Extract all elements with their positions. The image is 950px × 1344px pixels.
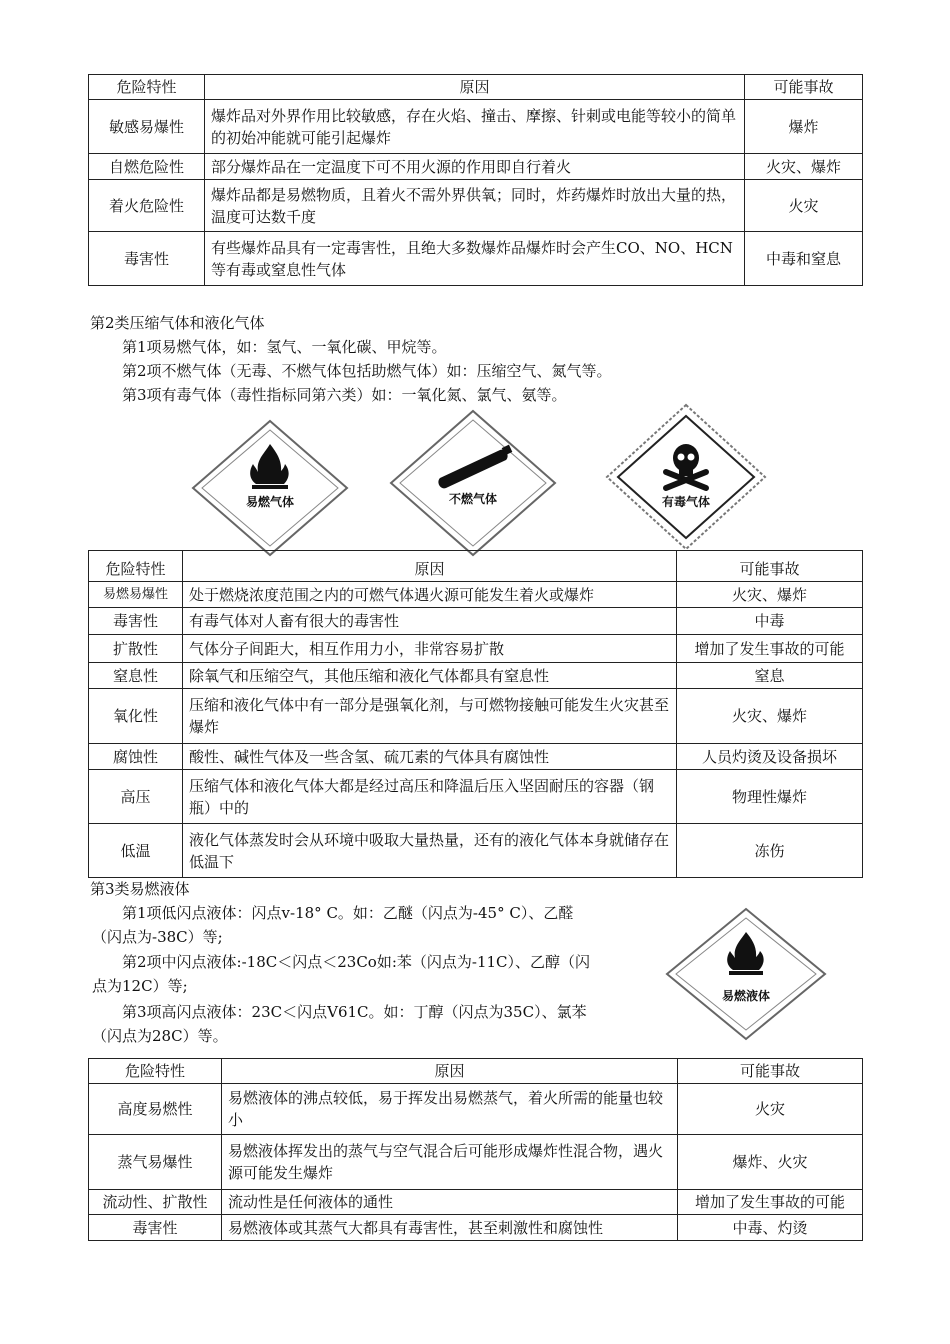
class3-line-2: （闪点为-38C）等; xyxy=(92,928,223,946)
header-accident: 可能事故 xyxy=(745,75,863,100)
class3-heading: 第3类易燃液体 xyxy=(90,880,190,898)
sign-label: 易燃液体 xyxy=(721,989,771,1003)
class3-line-6: （闪点为28C）等。 xyxy=(92,1027,228,1045)
class2-heading: 第2类压缩气体和液化气体 xyxy=(90,314,265,332)
flammable-gas-sign xyxy=(190,418,350,558)
sign-label: 易燃气体 xyxy=(245,495,295,509)
toxic-gas-sign xyxy=(604,402,768,552)
table-row: 着火危险性 爆炸品都是易燃物质，且着火不需外界供氧；同时，炸药爆炸时放出大量的热，温度可达数千度 火灾 xyxy=(89,180,863,232)
table-row: 腐蚀性 酸性、碱性气体及一些含氢、硫兀素的气体具有腐蚀性 人员灼烫及设备损坏 xyxy=(89,744,863,770)
class2-item-3: 第3项有毒气体（毒性指标同第六类）如：一氧化氮、氯气、氨等。 xyxy=(122,386,567,404)
table-row: 氧化性 压缩和液化气体中有一部分是强氧化剂，与可燃物接触可能发生火灾甚至爆炸 火灾、爆炸 xyxy=(89,689,863,744)
explosives-hazard-table xyxy=(88,74,863,286)
class2-item-1: 第1项易燃气体，如：氢气、一氧化碳、甲烷等。 xyxy=(122,338,447,356)
liquid-hazard-table xyxy=(88,1058,863,1241)
header-cause: 原因 xyxy=(183,551,677,582)
table-row: 高压 压缩气体和液化气体大都是经过高压和降温后压入坚固耐压的容器（钢瓶）中的 物理性爆炸 xyxy=(89,770,863,824)
table-row: 敏感易爆性 爆炸品对外界作用比较敏感，存在火焰、撞击、摩擦、针刺或电能等较小的简单的初始冲能就可能引起爆炸 爆炸 xyxy=(89,100,863,154)
table-row: 扩散性 气体分子间距大，相互作用力小，非常容易扩散 增加了发生事故的可能 xyxy=(89,635,863,663)
table-row: 高度易燃性 易燃液体的沸点较低，易于挥发出易燃蒸气，着火所需的能量也较小 火灾 xyxy=(89,1084,863,1135)
flammable-liquid-sign xyxy=(664,906,828,1042)
header-hazard: 危险特性 xyxy=(89,1059,222,1084)
table-row: 自燃危险性 部分爆炸品在一定温度下可不用火源的作用即自行着火 火灾、爆炸 xyxy=(89,154,863,180)
table-row: 低温 液化气体蒸发时会从环境中吸取大量热量，还有的液化气体本身就储存在低温下 冻伤 xyxy=(89,824,863,878)
header-accident: 可能事故 xyxy=(677,551,863,582)
class3-line-5: 第3项高闪点液体：23C＜闪点V61C。如：丁醇（闪点为35C）、氯苯 xyxy=(122,1003,587,1021)
class3-line-3: 第2项中闪点液体:-18C＜闪点＜23Co如:苯（闪点为-11C）、乙醇（闪 xyxy=(122,953,591,971)
header-cause: 原因 xyxy=(205,75,745,100)
header-cause: 原因 xyxy=(222,1059,678,1084)
table-row: 窒息性 除氧气和压缩空气，其他压缩和液化气体都具有窒息性 窒息 xyxy=(89,663,863,689)
header-hazard: 危险特性 xyxy=(89,551,183,582)
table-row: 毒害性 易燃液体或其蒸气大都具有毒害性，甚至刺激性和腐蚀性 中毒、灼烫 xyxy=(89,1215,863,1241)
class3-line-4: 点为12C）等; xyxy=(92,977,188,995)
class3-line-1: 第1项低闪点液体：闪点v-18° C。如：乙醚（闪点为-45° C）、乙醛 xyxy=(122,904,574,922)
sign-label: 有毒气体 xyxy=(661,495,711,509)
gas-hazard-table xyxy=(88,550,863,878)
non-flammable-gas-sign xyxy=(388,408,558,558)
sign-label: 不燃气体 xyxy=(448,492,498,506)
header-accident: 可能事故 xyxy=(678,1059,863,1084)
table-row: 毒害性 有些爆炸品具有一定毒害性，且绝大多数爆炸品爆炸时会产生CO、NO、HCN等有毒或窒息性气体 中毒和窒息 xyxy=(89,232,863,286)
table-row: 蒸气易爆性 易燃液体挥发出的蒸气与空气混合后可能形成爆炸性混合物，遇火源可能发生爆炸 爆炸、火灾 xyxy=(89,1135,863,1190)
header-hazard: 危险特性 xyxy=(89,75,205,100)
class2-item-2: 第2项不燃气体（无毒、不燃气体包括助燃气体）如：压缩空气、氮气等。 xyxy=(122,362,612,380)
table-row: 易燃易爆性 处于燃烧浓度范围之内的可燃气体遇火源可能发生着火或爆炸 火灾、爆炸 xyxy=(89,582,863,608)
table-row: 流动性、扩散性 流动性是任何液体的通性 增加了发生事故的可能 xyxy=(89,1190,863,1215)
table-row: 毒害性 有毒气体对人畜有很大的毒害性 中毒 xyxy=(89,608,863,635)
